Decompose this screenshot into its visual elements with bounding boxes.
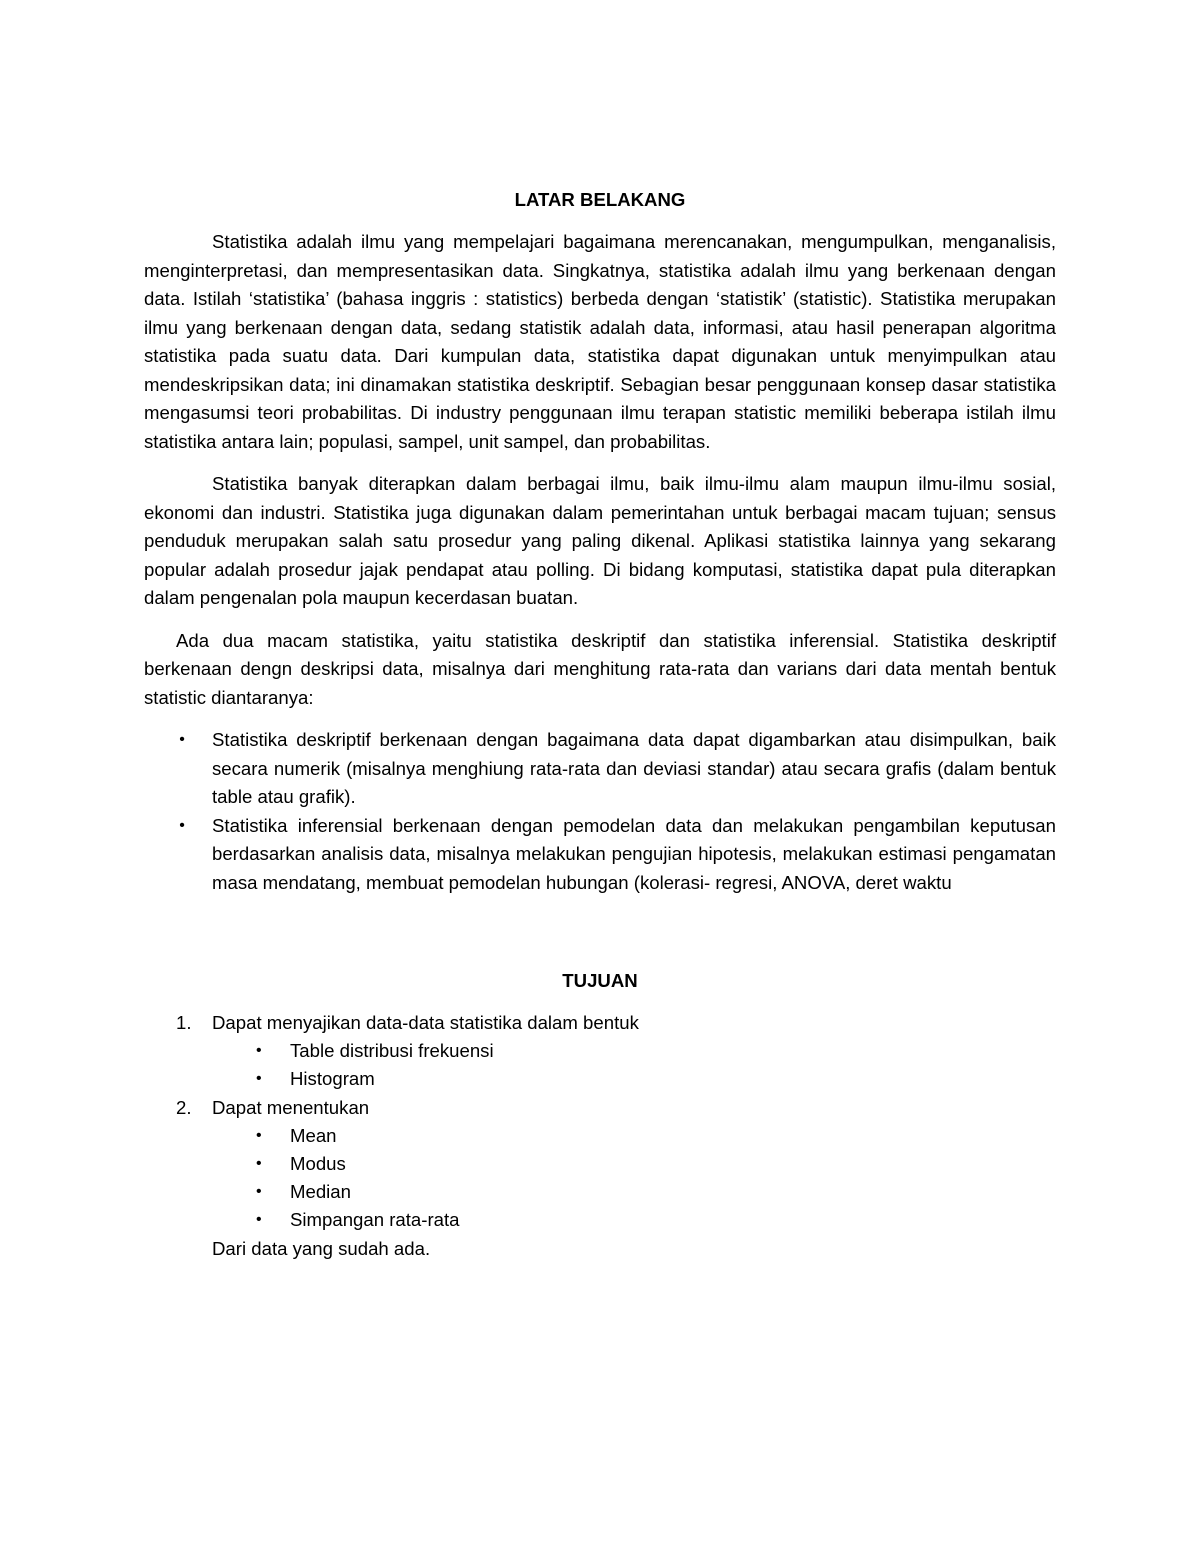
bullet-icon: • [256,1211,262,1229]
section-spacer [144,897,1056,967]
sub-item-text: Mean [290,1124,337,1146]
sub-item-text: Modus [290,1153,346,1175]
bullet-icon: • [256,1183,262,1201]
sub-item-text: Table distribusi frekuensi [290,1040,494,1062]
sub-item-text: Median [290,1181,351,1203]
sub-item-text: Simpangan rata-rata [290,1209,460,1231]
closing-text: Dari data yang sudah ada. [212,1237,431,1259]
bullet-icon: • [256,1155,262,1173]
sub-item [212,1037,1056,1065]
goal-item [144,1009,1056,1094]
bullet-icon: • [256,1070,262,1088]
goal-sub-list [212,1037,1056,1093]
goal-sub-list [212,1122,1056,1235]
list-item-text: Statistika deskriptif berkenaan dengan bagaimana data dapat digambarkan atau disimpulkan, baik secara numerik (misalnya menghiung rata-rata dan deviasi standar) atau secara grafis (dalam bentuk table atau grafik). [212,729,1056,807]
sub-item [212,1178,1056,1206]
list-item-text: Statistika inferensial berkenaan dengan pemodelan data dan melakukan pengambilan keputusan berdasarkan analisis data, misalnya melakukan pengujian hipotesis, melakukan estimasi pengamatan masa mendatang, membuat pemodelan hubungan (kolerasi- regresi, ANOVA, deret waktu [212,814,1056,893]
paragraph-3: Ada dua macam statistika, yaitu statistika deskriptif dan statistika inferensial. Statistika deskriptif berkenaan dengn deskripsi data, misalnya dari menghitung rata-rata dan varians dari data mentah bentuk statistic diantaranya: [144,629,1056,708]
bullet-icon: • [256,1126,262,1144]
statistics-types-list [144,726,1056,897]
bullet-icon: • [179,816,185,834]
paragraph-2: Statistika banyak diterapkan dalam berbagai ilmu, baik ilmu-ilmu alam maupun ilmu-ilmu sosial, ekonomi dan industri. Statistika juga digunakan dalam pemerintahan untuk berbagai macam tujuan; sensus penduduk merupakan salah satu prosedur yang paling dikenal. Aplikasi statistika lainnya yang sekarang popular adalah prosedur jajak pendapat atau polling. Di bidang komputasi, statistika dapat pula diterapkan dalam pengenalan pola maupun kecerdasan buatan. [144,473,1056,608]
list-item [144,726,1056,812]
goals-list [144,1009,1056,1235]
sub-item [212,1206,1056,1234]
heading-latar-belakang: LATAR BELAKANG [514,189,686,210]
sub-item-text: Histogram [290,1068,375,1090]
bullet-icon: • [179,731,185,748]
goal-item [144,1094,1056,1235]
goal-text: Dapat menentukan [212,1096,370,1118]
goal-number: 2. [176,1096,192,1118]
list-item [144,812,1056,898]
paragraph-1: Statistika adalah ilmu yang mempelajari bagaimana merencanakan, mengumpulkan, menganalisis, menginterpretasi, dan mempresentasikan data. Singkatnya, statistika adalah ilmu yang berkenaan dengan data. Istilah ‘statistika’ (bahasa inggris : statistics) berbeda dengan ‘statistik’ (statistic). Statistika merupakan ilmu yang berkenaan dengan data, sedang statistik adalah data, informasi, atau hasil penerapan algoritma statistika pada suatu data. Dari kumpulan data, statistika dapat digunakan untuk menyimpulkan atau mendeskripsikan data; ini dinamakan statistika deskriptif. Sebagian besar penggunaan konsep dasar statistika mengasumsi teori probabilitas. Di industry penggunaan ilmu terapan statistic memiliki beberapa istilah ilmu statistika antara lain; populasi, sampel, unit sampel, dan probabilitas. [144,231,1056,452]
sub-item [212,1150,1056,1178]
heading-tujuan: TUJUAN [562,970,638,991]
sub-item [212,1122,1056,1150]
sub-item [212,1065,1056,1093]
document-page [144,186,1056,1263]
bullet-icon: • [256,1042,262,1060]
goal-text: Dapat menyajikan data-data statistika dalam bentuk [212,1012,639,1033]
goal-number: 1. [176,1012,192,1033]
